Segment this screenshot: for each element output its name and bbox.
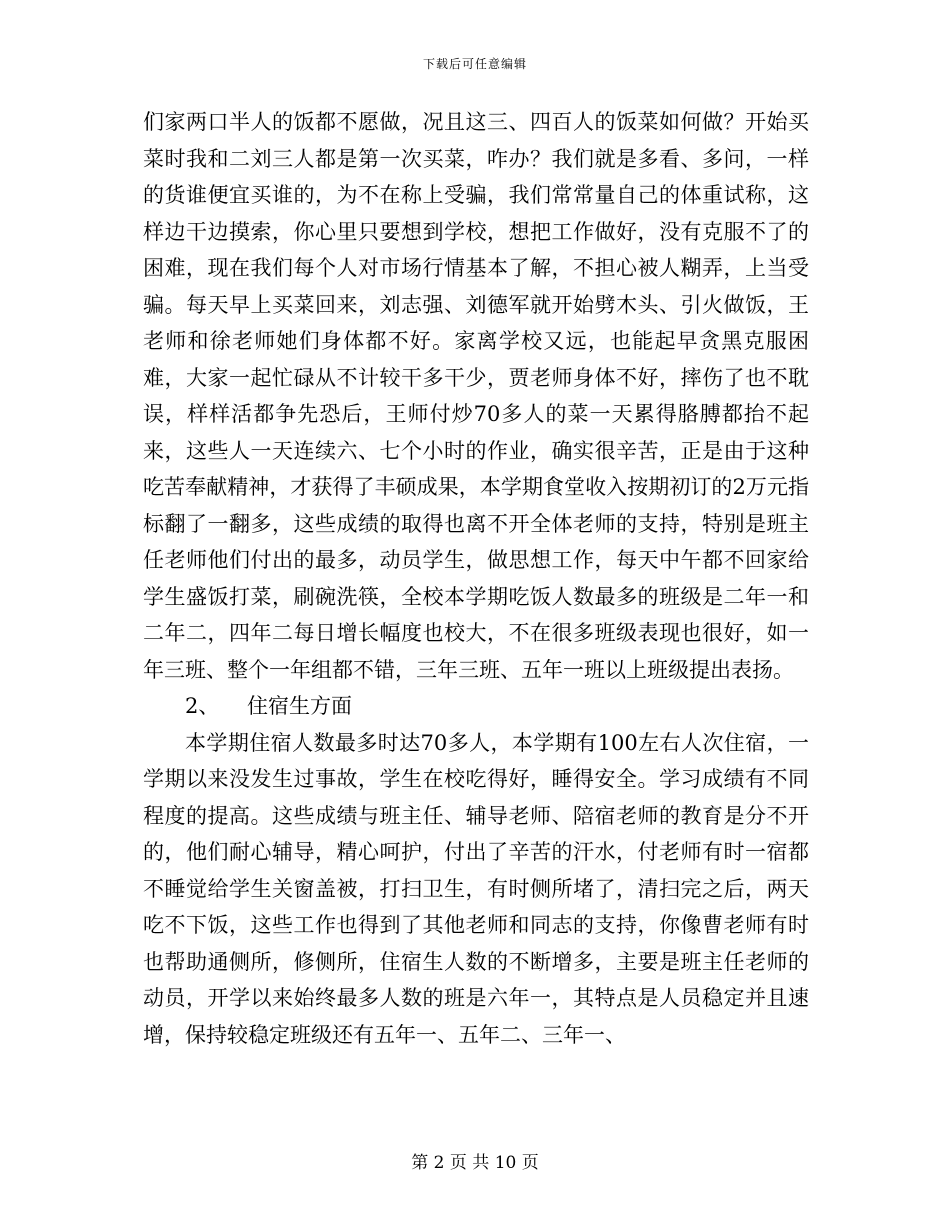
page-footer: 第 2 页 共 10 页 bbox=[411, 1153, 539, 1173]
paragraph-boarding: 本学期住宿人数最多时达70多人，本学期有100左右人次住宿，一学期以来没发生过事故，学生在校吃得好，睡得安全。学习成绩有不同程度的提高。这些成绩与班主任、辅导老师、陪宿老师的教育是分不开的，他们耐心辅导，精心呵护，付出了辛苦的汗水，付老师有时一宿都不睡觉给学生关窗盖被，打扫卫生，有时侧所堵了，清扫完之后，两天吃不下饭，这些工作也得到了其他老师和同志的支持，你像曹老师有时也帮助通侧所，修侧所，住宿生人数的不断增多，主要是班主任老师的动员，开学以来始终最多人数的班是六年一，其特点是人员稳定并且速增，保持较稳定班级还有五年一、五年二、三年一、 bbox=[143, 730, 809, 1047]
section-title: 住宿生方面 bbox=[247, 694, 352, 718]
body-text bbox=[143, 104, 809, 1053]
paragraph-canteen: 们家两口半人的饭都不愿做，况且这三、四百人的饭菜如何做？开始买菜时我和二刘三人都是第一次买菜，咋办？我们就是多看、多问，一样的货谁便宜买谁的，为不在称上受骗，我们常常量自己的体重试称，这样边干边摸索，你心里只要想到学校，想把工作做好，没有克服不了的困难，现在我们每个人对市场行情基本了解，不担心被人糊弄，上当受骗。每天早上买菜回来，刘志强、刘德军就开始劈木头、引火做饭，王老师和徐老师她们身体都不好。家离学校又远，也能起早贪黑克服困难，大家一起忙碌从不计较干多干少，贾老师身体不好，摔伤了也不耽误，样样活都争先恐后，王师付炒70多人的菜一天累得胳膊都抬不起来，这些人一天连续六、七个小时的作业，确实很辛苦，正是由于这种吃苦奉献精神，才获得了丰硕成果，本学期食堂收入按期初订的2万元指标翻了一翻多，这些成绩的取得也离不开全体老师的支持，特别是班主任老师他们付出的最多，动员学生，做思想工作，每天中午都不回家给学生盛饭打菜，刷碗洗筷，全校本学期吃饭人数最多的班级是二年一和二年二，四年二每日增长幅度也校大，不在很多班级表现也很好，如一年三班、整个一年组都不错，三年三班、五年一班以上班级提出表扬。 bbox=[143, 110, 809, 682]
page-header: 下载后可任意编辑 bbox=[422, 57, 527, 71]
section-number: 2、 bbox=[185, 694, 220, 718]
section-heading bbox=[143, 688, 809, 725]
